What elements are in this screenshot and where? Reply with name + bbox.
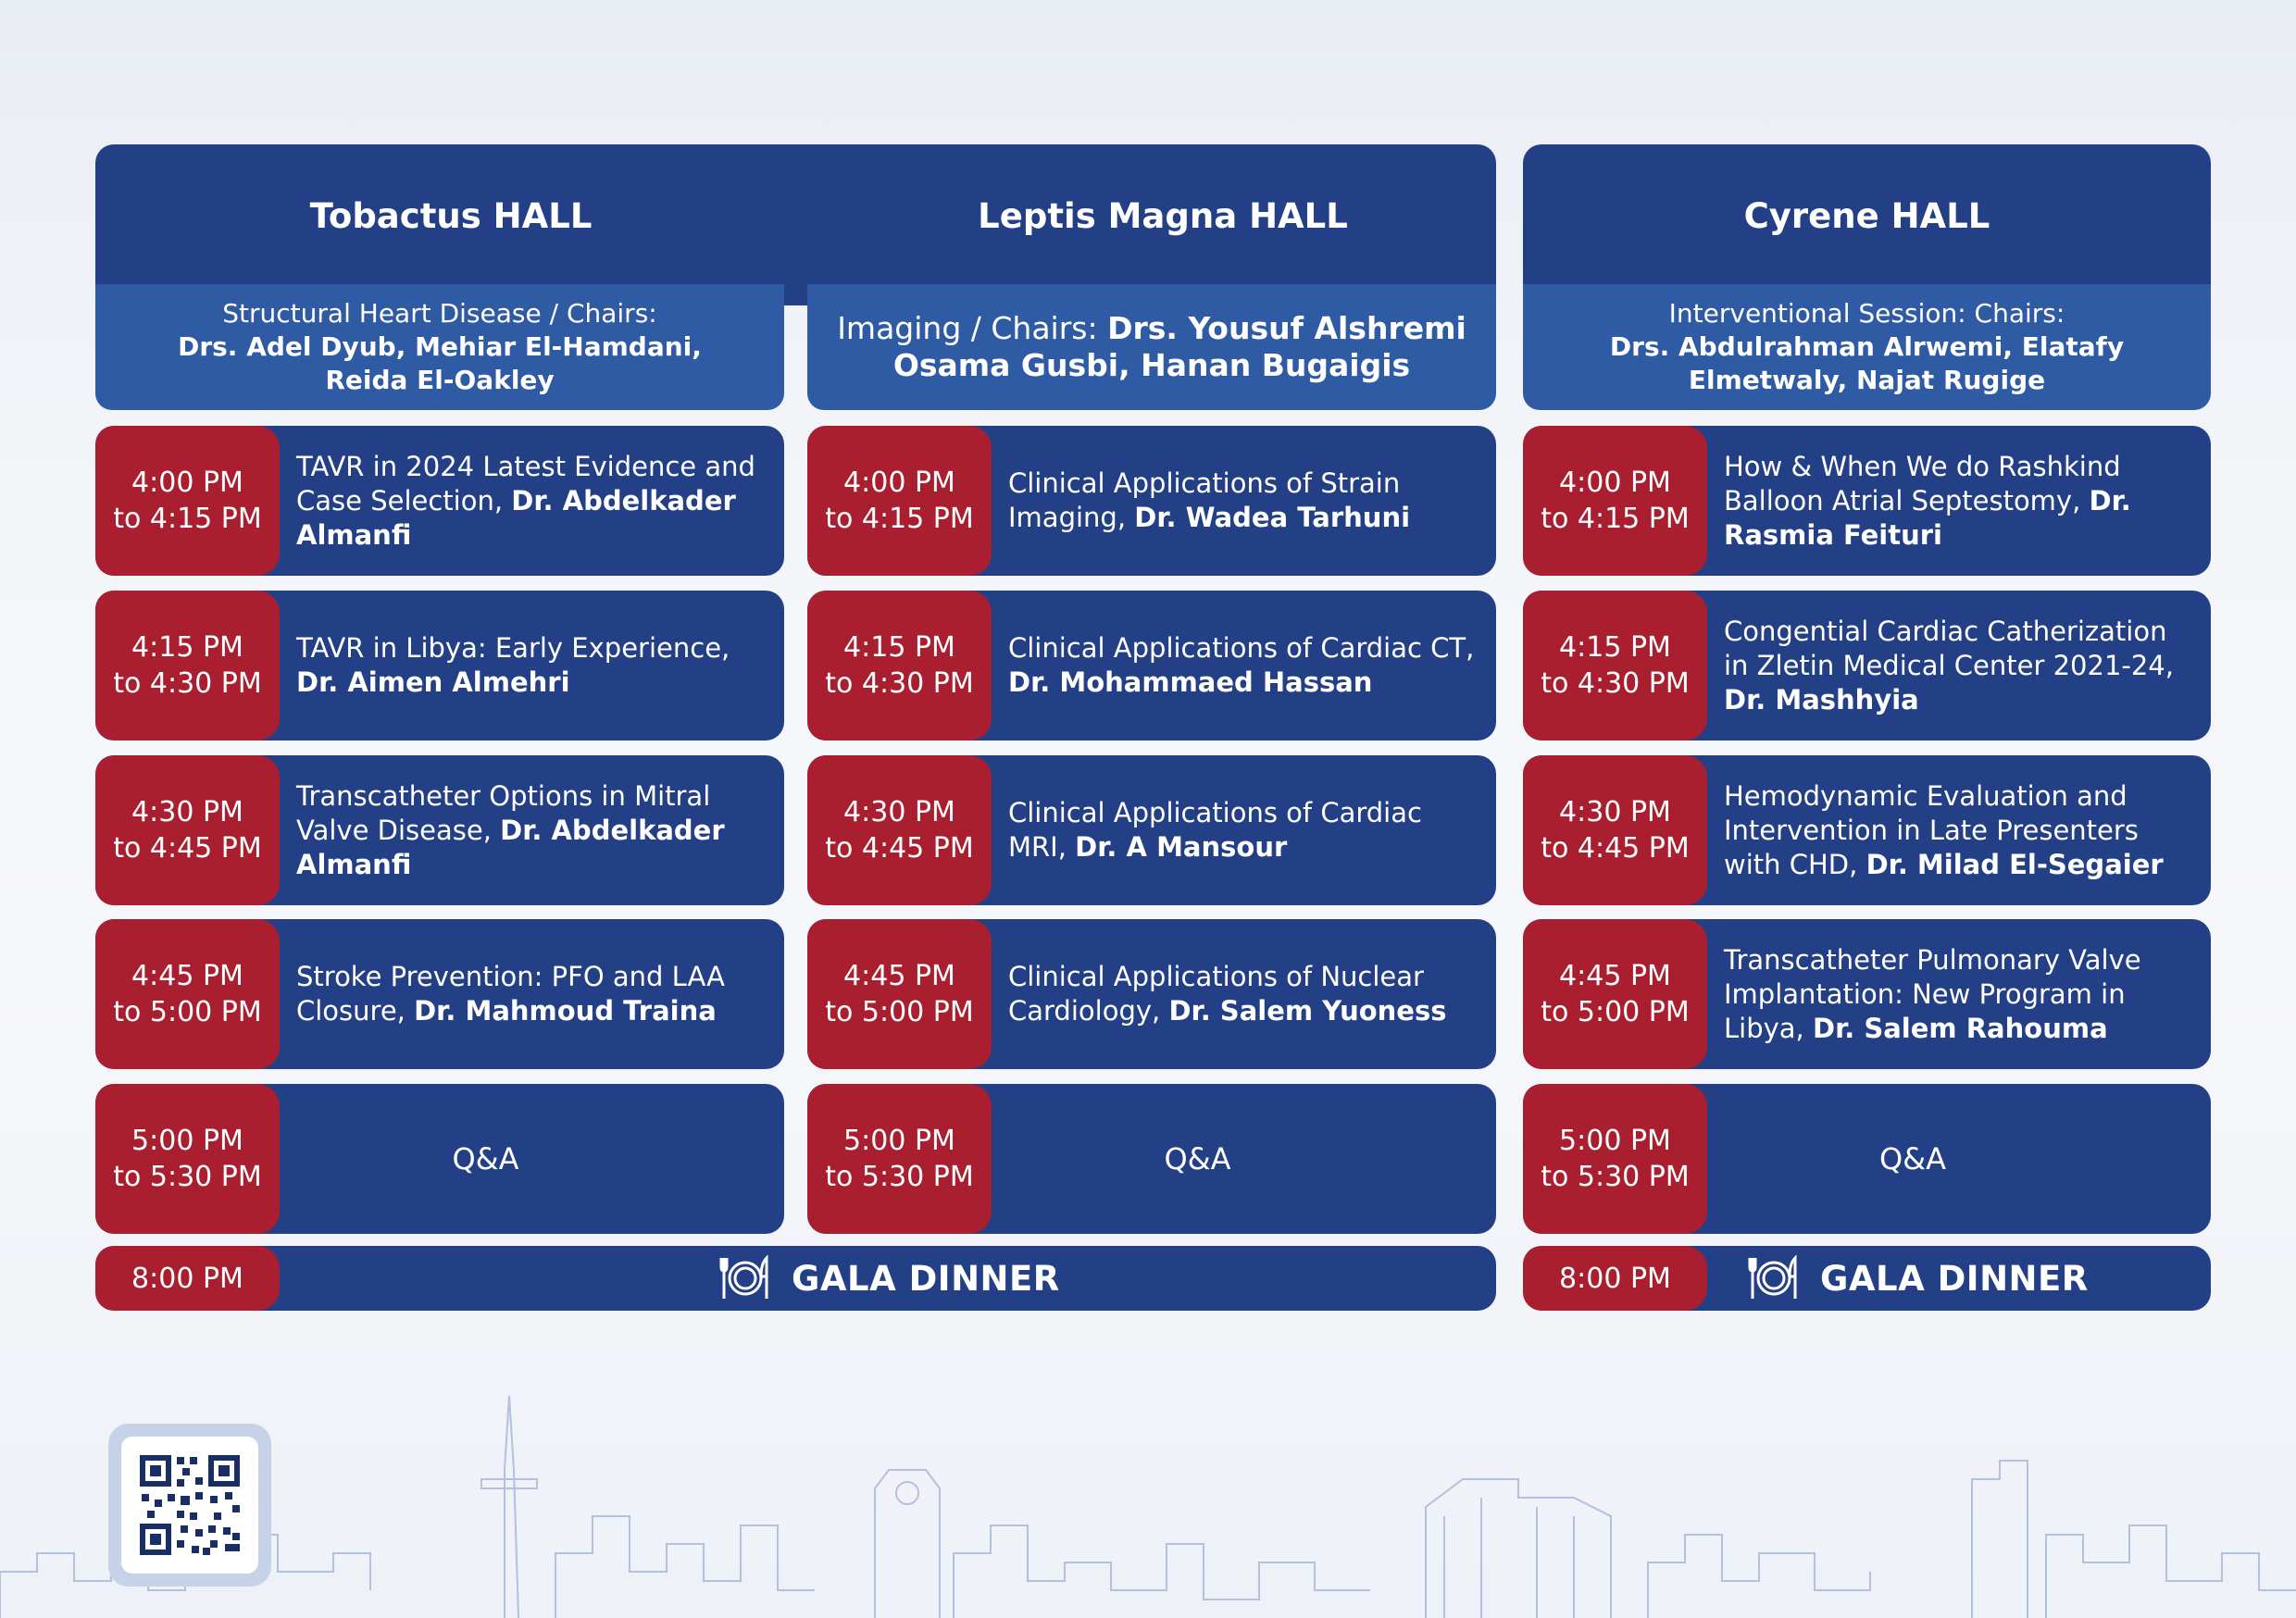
- session-talk: [1008, 919, 1479, 1069]
- time-start: 4:00 PM: [1559, 467, 1671, 499]
- session-time: [1523, 755, 1707, 905]
- talk-title: Clinical Applications of Strain Imaging,: [1008, 467, 1401, 533]
- time-start: 4:15 PM: [843, 631, 955, 664]
- chairs-names: Drs. Yousuf Alshremi Osama Gusbi, Hanan Bugaigis: [892, 310, 1466, 383]
- speaker-name: Dr. A Mansour: [1075, 831, 1288, 863]
- session-talk: [1008, 755, 1479, 905]
- talk-title: Transcatheter Pulmonary Valve Implantation: New Program in Libya,: [1724, 943, 2141, 1044]
- session-time: [95, 426, 280, 576]
- qa-row: [807, 1084, 1496, 1234]
- talk-title: Transcatheter Options in Mitral Valve Disease,: [296, 779, 711, 846]
- speaker-name: Dr. Wadea Tarhuni: [1134, 502, 1411, 533]
- time-end: to 4:30 PM: [825, 667, 974, 700]
- session-time: [807, 426, 992, 576]
- time-start: 4:00 PM: [131, 467, 243, 499]
- session-row: [807, 919, 1496, 1069]
- chairs-cyrene: [1523, 284, 2211, 410]
- time-start: 5:00 PM: [131, 1125, 243, 1157]
- speaker-name: Dr. Aimen Almehri: [296, 666, 570, 698]
- session-row: [1523, 919, 2211, 1069]
- session-talk: [296, 755, 767, 905]
- city-skyline-illustration: [0, 1340, 2296, 1618]
- speaker-name: Dr. Mohammaed Hassan: [1008, 666, 1373, 698]
- session-talk: [1008, 591, 1479, 741]
- session-time: [1523, 919, 1707, 1069]
- session-time: [807, 1084, 992, 1234]
- gala-time: 8:00 PM: [95, 1246, 280, 1311]
- talk-title: Q&A: [452, 1140, 519, 1176]
- session-talk: [296, 426, 767, 576]
- session-talk: [1724, 591, 2194, 741]
- time-start: 4:45 PM: [843, 960, 955, 992]
- time-end: to 5:00 PM: [113, 996, 262, 1028]
- qa-row: [1523, 1084, 2211, 1234]
- session-row: [1523, 426, 2211, 576]
- session-time: [1523, 591, 1707, 741]
- talk-title: Stroke Prevention: PFO and LAA Closure,: [296, 961, 725, 1027]
- session-row: [807, 591, 1496, 741]
- talk-title: Clinical Applications of Nuclear Cardiology,: [1008, 961, 1424, 1027]
- time-start: 4:15 PM: [1559, 631, 1671, 664]
- hall-title-tobactus: Tobactus HALL: [309, 195, 593, 236]
- gala-dinner-row-right: [1523, 1246, 2211, 1311]
- gala-time: 8:00 PM: [1523, 1246, 1707, 1311]
- session-time: [1523, 426, 1707, 576]
- session-talk: [1724, 919, 2194, 1069]
- session-row: [95, 755, 784, 905]
- session-talk: [1724, 755, 2194, 905]
- plate-cutlery-icon: [1748, 1252, 1800, 1304]
- chairs-tobactus: [95, 284, 784, 410]
- session-row: [807, 755, 1496, 905]
- time-end: to 5:30 PM: [1541, 1161, 1690, 1193]
- hall-title-leptis: Leptis Magna HALL: [978, 195, 1348, 236]
- session-row: [95, 919, 784, 1069]
- speaker-name: Dr. Rasmia Feituri: [1724, 484, 2131, 551]
- session-row: [95, 591, 784, 741]
- chairs-label: Imaging / Chairs:: [837, 310, 1098, 346]
- time-end: to 5:30 PM: [113, 1161, 262, 1193]
- time-start: 4:30 PM: [131, 796, 243, 828]
- talk-title: Clinical Applications of Cardiac MRI,: [1008, 797, 1422, 863]
- session-talk: [296, 919, 767, 1069]
- time-end: to 4:15 PM: [113, 503, 262, 535]
- qa-label: [280, 1084, 692, 1234]
- speaker-name: Dr. Salem Rahouma: [1813, 1012, 2108, 1044]
- session-time: [95, 1084, 280, 1234]
- time-end: to 5:30 PM: [825, 1161, 974, 1193]
- qr-code-frame[interactable]: [108, 1424, 271, 1587]
- session-time: [95, 919, 280, 1069]
- session-row: [1523, 755, 2211, 905]
- time-start: 4:30 PM: [843, 796, 955, 828]
- qa-label: [1707, 1084, 2118, 1234]
- time-end: to 4:45 PM: [113, 832, 262, 865]
- plate-cutlery-icon: [719, 1252, 771, 1304]
- time-start: 4:45 PM: [1559, 960, 1671, 992]
- time-start: 4:45 PM: [131, 960, 243, 992]
- gala-label-group: [719, 1246, 1060, 1311]
- time-start: 4:15 PM: [131, 631, 243, 664]
- session-talk: [1724, 426, 2194, 576]
- qr-code-icon: [121, 1437, 258, 1574]
- chairs-names: Drs. Adel Dyub, Mehiar El-Hamdani, Reida El-Oakley: [178, 331, 702, 395]
- time-end: to 4:30 PM: [113, 667, 262, 700]
- speaker-name: Dr. Mahmoud Traina: [414, 995, 717, 1027]
- talk-title: TAVR in 2024 Latest Evidence and Case Selection,: [296, 450, 755, 517]
- session-talk: [296, 591, 767, 741]
- time-end: to 4:45 PM: [825, 832, 974, 865]
- talk-title: How & When We do Rashkind Balloon Atrial Septestomy,: [1724, 450, 2121, 517]
- session-talk: [1008, 426, 1479, 576]
- speaker-name: Dr. Salem Yuoness: [1168, 995, 1447, 1027]
- session-time: [1523, 1084, 1707, 1234]
- qa-label: [992, 1084, 1404, 1234]
- session-row: [95, 426, 784, 576]
- speaker-name: Dr. Abdelkader Almanfi: [296, 484, 736, 551]
- speaker-name: Dr. Mashhyia: [1724, 683, 1919, 716]
- time-start: 4:00 PM: [843, 467, 955, 499]
- time-end: to 5:00 PM: [1541, 996, 1690, 1028]
- time-start: 4:30 PM: [1559, 796, 1671, 828]
- chairs-names: Drs. Abdulrahman Alrwemi, Elatafy Elmetwaly, Najat Rugige: [1609, 331, 2125, 395]
- session-time: [807, 755, 992, 905]
- session-time: [95, 591, 280, 741]
- time-start: 5:00 PM: [1559, 1125, 1671, 1157]
- session-row: [1523, 591, 2211, 741]
- time-end: to 5:00 PM: [825, 996, 974, 1028]
- talk-title: TAVR in Libya: Early Experience,: [296, 632, 730, 664]
- gala-dinner-row-left: [95, 1246, 1496, 1311]
- speaker-name: Dr. Abdelkader Almanfi: [296, 814, 725, 880]
- talk-title: Q&A: [1878, 1140, 1947, 1176]
- chairs-leptis: [807, 284, 1496, 410]
- time-end: to 4:15 PM: [1541, 503, 1690, 535]
- chairs-label: Structural Heart Disease / Chairs:: [222, 298, 657, 329]
- time-start: 5:00 PM: [843, 1125, 955, 1157]
- hall-title-cyrene: Cyrene HALL: [1743, 195, 1990, 236]
- session-time: [807, 919, 992, 1069]
- chairs-label: Interventional Session: Chairs:: [1668, 298, 2065, 329]
- session-time: [807, 591, 992, 741]
- time-end: to 4:45 PM: [1541, 832, 1690, 865]
- gala-label: GALA DINNER: [792, 1258, 1060, 1299]
- talk-title: Q&A: [1164, 1140, 1231, 1176]
- time-end: to 4:30 PM: [1541, 667, 1690, 700]
- speaker-name: Dr. Milad El-Segaier: [1866, 848, 2164, 880]
- qa-row: [95, 1084, 784, 1234]
- time-end: to 4:15 PM: [825, 503, 974, 535]
- gala-label: GALA DINNER: [1820, 1258, 2089, 1299]
- talk-title: Clinical Applications of Cardiac CT,: [1008, 632, 1475, 664]
- talk-title: Congential Cardiac Catherization in Zletin Medical Center 2021-24,: [1724, 615, 2174, 681]
- talk-title: Hemodynamic Evaluation and Intervention in Late Presenters with CHD,: [1724, 779, 2139, 880]
- session-time: [95, 755, 280, 905]
- gala-label-group: [1748, 1246, 2089, 1311]
- session-row: [807, 426, 1496, 576]
